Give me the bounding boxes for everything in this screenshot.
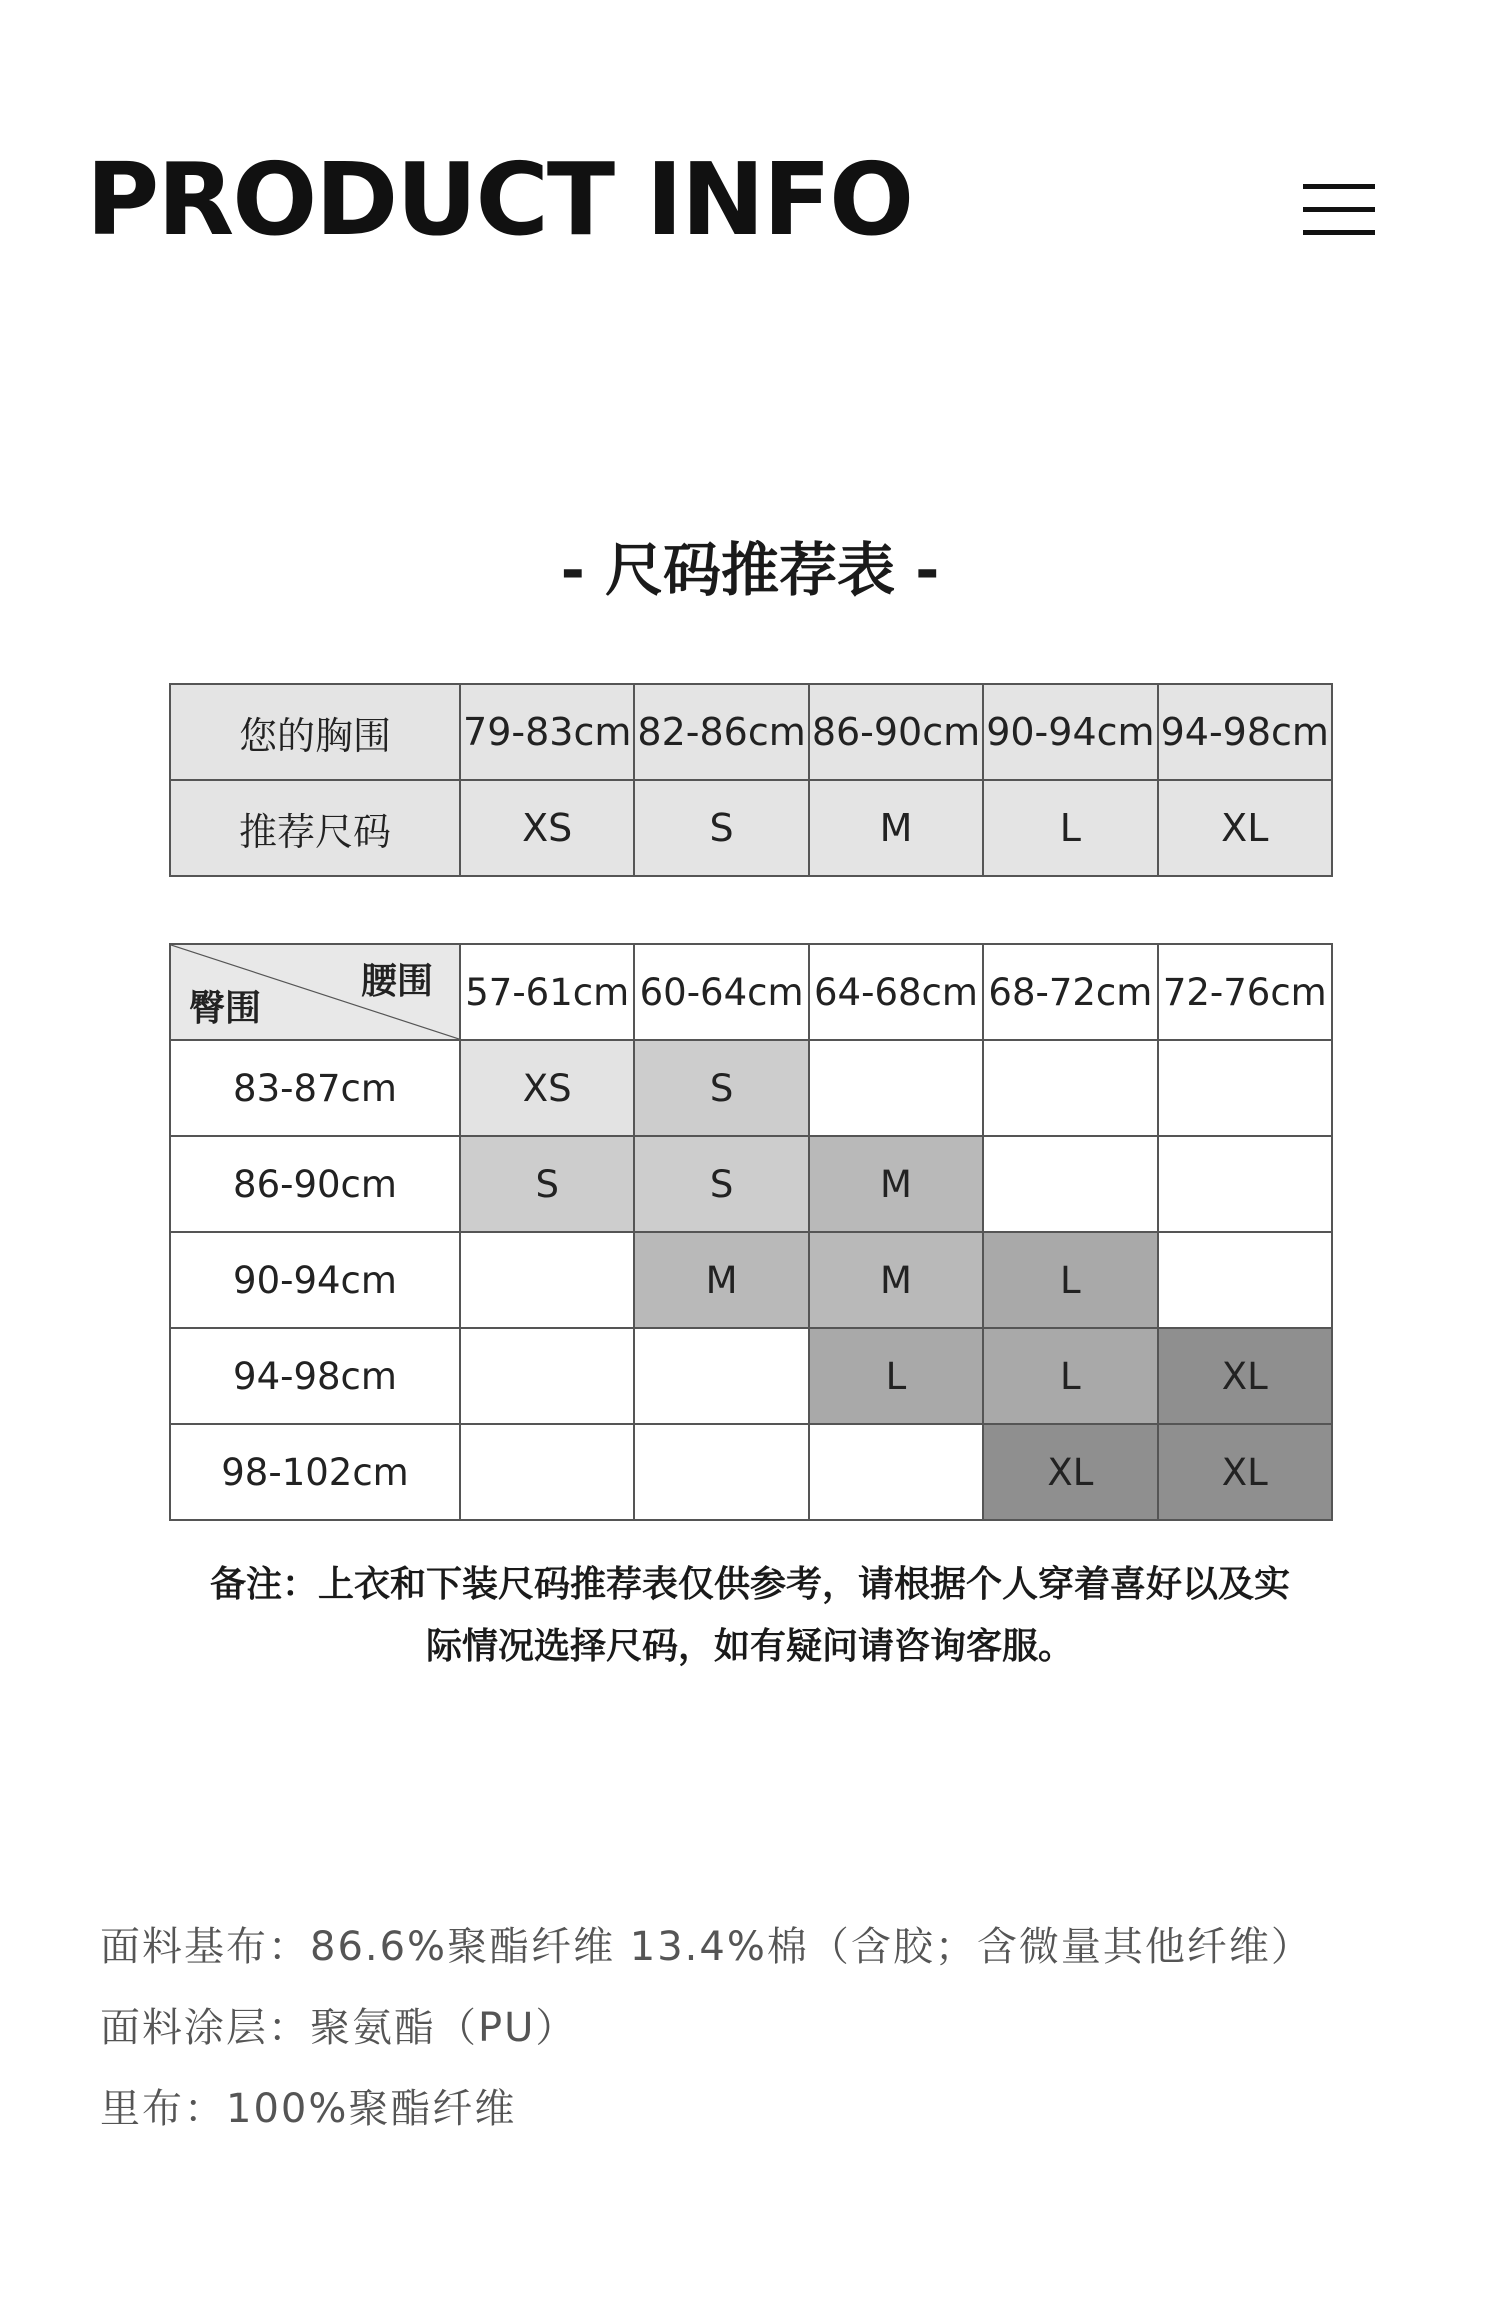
- size-cell: [634, 1424, 808, 1520]
- waist-header-label: 腰围: [360, 961, 433, 1002]
- size-cell: M: [634, 1232, 808, 1328]
- corner-header-cell: [170, 944, 460, 1040]
- size-cell: [809, 1040, 983, 1136]
- size-cell: L: [809, 1328, 983, 1424]
- chest-range-cell: 82-86cm: [634, 684, 808, 780]
- hip-header-label: 臀围: [189, 988, 262, 1029]
- size-cell: [460, 1424, 634, 1520]
- waist-range-cell: 68-72cm: [983, 944, 1157, 1040]
- size-cell: [460, 1328, 634, 1424]
- size-cell: XS: [460, 1040, 634, 1136]
- waist-header-row: [170, 944, 1332, 1040]
- waist-range-cell: 64-68cm: [809, 944, 983, 1040]
- size-cell: [634, 1328, 808, 1424]
- hip-range-cell: 94-98cm: [170, 1328, 460, 1424]
- size-cell: XL: [1158, 1328, 1332, 1424]
- size-cell: XL: [1158, 1424, 1332, 1520]
- chest-range-row: [170, 684, 1332, 780]
- hip-row: [170, 1040, 1332, 1136]
- hip-range-cell: 90-94cm: [170, 1232, 460, 1328]
- size-cell: M: [809, 1136, 983, 1232]
- size-note: [160, 1554, 1340, 1678]
- size-cell: [983, 1136, 1157, 1232]
- hip-range-cell: 83-87cm: [170, 1040, 460, 1136]
- size-chart-title: - 尺码推荐表 -: [560, 536, 940, 604]
- note-line: 备注：上衣和下装尺码推荐表仅供参考，请根据个人穿着喜好以及实: [209, 1564, 1290, 1605]
- note-line: 际情况选择尺码，如有疑问请咨询客服。: [425, 1626, 1074, 1667]
- chest-range-cell: 79-83cm: [460, 684, 634, 780]
- size-cell: [1158, 1232, 1332, 1328]
- waist-range-cell: 60-64cm: [634, 944, 808, 1040]
- hip-row: [170, 1136, 1332, 1232]
- recommended-size-label: 推荐尺码: [170, 780, 460, 876]
- chest-range-cell: 94-98cm: [1158, 684, 1332, 780]
- chest-range-cell: 86-90cm: [809, 684, 983, 780]
- chest-size-table: [169, 683, 1333, 877]
- hip-row: [170, 1232, 1332, 1328]
- recommended-size-cell: M: [809, 780, 983, 876]
- hip-table-body: [170, 1040, 1332, 1520]
- recommended-size-cell: L: [983, 780, 1157, 876]
- waist-range-cell: 57-61cm: [460, 944, 634, 1040]
- size-cell: [1158, 1136, 1332, 1232]
- material-line: 里布：100%聚酯纤维: [100, 2086, 517, 2132]
- recommended-size-row: [170, 780, 1332, 876]
- size-cell: [983, 1040, 1157, 1136]
- material-line: 面料涂层：聚氨酯（PU）: [100, 2005, 578, 2051]
- chest-range-cell: 90-94cm: [983, 684, 1157, 780]
- size-cell: XL: [983, 1424, 1157, 1520]
- hip-row: [170, 1424, 1332, 1520]
- hip-range-cell: 86-90cm: [170, 1136, 460, 1232]
- size-cell: L: [983, 1232, 1157, 1328]
- hip-row: [170, 1328, 1332, 1424]
- size-cell: S: [460, 1136, 634, 1232]
- waist-range-cell: 72-76cm: [1158, 944, 1332, 1040]
- hamburger-menu-icon[interactable]: [1303, 184, 1375, 236]
- page-title: PRODUCT INFO: [86, 141, 913, 258]
- size-cell: S: [634, 1040, 808, 1136]
- recommended-size-cell: XS: [460, 780, 634, 876]
- hip-range-cell: 98-102cm: [170, 1424, 460, 1520]
- hip-waist-size-table: [169, 943, 1333, 1521]
- material-line: 面料基布：86.6%聚酯纤维 13.4%棉（含胶；含微量其他纤维）: [100, 1924, 1313, 1970]
- size-cell: [460, 1232, 634, 1328]
- size-cell: M: [809, 1232, 983, 1328]
- size-cell: L: [983, 1328, 1157, 1424]
- recommended-size-cell: S: [634, 780, 808, 876]
- size-cell: [809, 1424, 983, 1520]
- recommended-size-cell: XL: [1158, 780, 1332, 876]
- chest-row-label: 您的胸围: [170, 684, 460, 780]
- size-cell: S: [634, 1136, 808, 1232]
- size-cell: [1158, 1040, 1332, 1136]
